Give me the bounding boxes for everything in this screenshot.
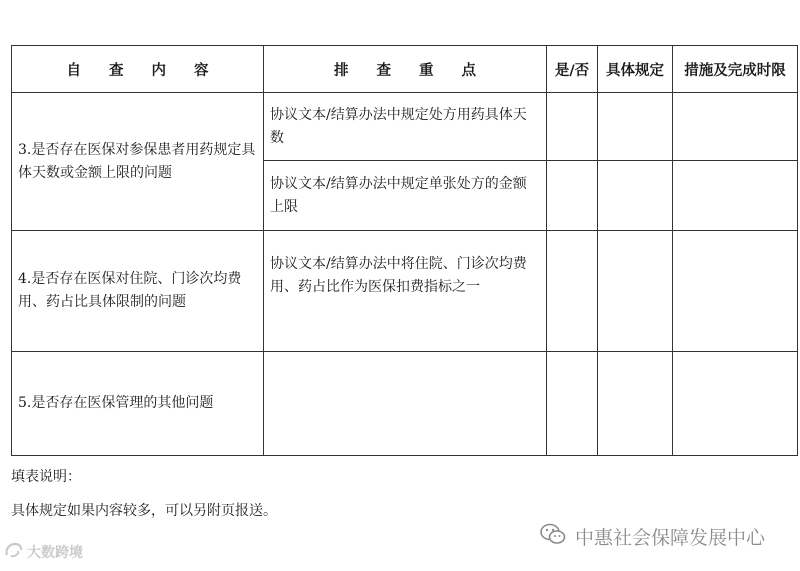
fill-instructions (11, 467, 277, 521)
rules-cell[interactable] (598, 161, 673, 231)
item-cell: 4.是否存在医保对住院、门诊次均费用、药占比具体限制的问题 (12, 231, 264, 352)
watermark-left (4, 541, 83, 563)
header-inspection-focus: 排查重点 (264, 46, 547, 93)
table-row (12, 352, 798, 456)
rules-cell[interactable] (598, 352, 673, 456)
header-measures-deadline: 措施及完成时限 (673, 46, 798, 93)
yes-no-cell[interactable] (547, 93, 598, 161)
wechat-icon (539, 522, 567, 551)
swirl-logo-icon (4, 541, 24, 563)
yes-no-cell[interactable] (547, 161, 598, 231)
focus-cell (264, 352, 547, 456)
header-self-check-content: 自查内容 (12, 46, 264, 93)
measures-cell[interactable] (673, 93, 798, 161)
instructions-title: 填表说明： (11, 469, 81, 485)
table-row (12, 231, 798, 352)
header-yes-no: 是/否 (547, 46, 598, 93)
measures-cell[interactable] (673, 161, 798, 231)
focus-cell: 协议文本/结算办法中将住院、门诊次均费用、药占比作为医保扣费指标之一 (264, 231, 547, 352)
measures-cell[interactable] (673, 352, 798, 456)
rules-cell[interactable] (598, 93, 673, 161)
instructions-line: 具体规定如果内容较多，可以另附页报送。 (11, 503, 277, 519)
self-inspection-table (11, 45, 798, 456)
watermark-right-text: 中惠社会保障发展中心 (575, 527, 766, 549)
rules-cell[interactable] (598, 231, 673, 352)
focus-cell: 协议文本/结算办法中规定处方用药具体天数 (264, 93, 547, 161)
item-cell: 5.是否存在医保管理的其他问题 (12, 352, 264, 456)
measures-cell[interactable] (673, 231, 798, 352)
item-cell: 3.是否存在医保对参保患者用药规定具体天数或金额上限的问题 (12, 93, 264, 231)
header-specific-rules: 具体规定 (598, 46, 673, 93)
table-row (12, 93, 798, 161)
yes-no-cell[interactable] (547, 352, 598, 456)
focus-cell: 协议文本/结算办法中规定单张处方的金额上限 (264, 161, 547, 231)
watermark-right (539, 522, 765, 551)
watermark-left-text: 大数跨境 (27, 545, 83, 561)
yes-no-cell[interactable] (547, 231, 598, 352)
table-header-row (12, 46, 798, 93)
